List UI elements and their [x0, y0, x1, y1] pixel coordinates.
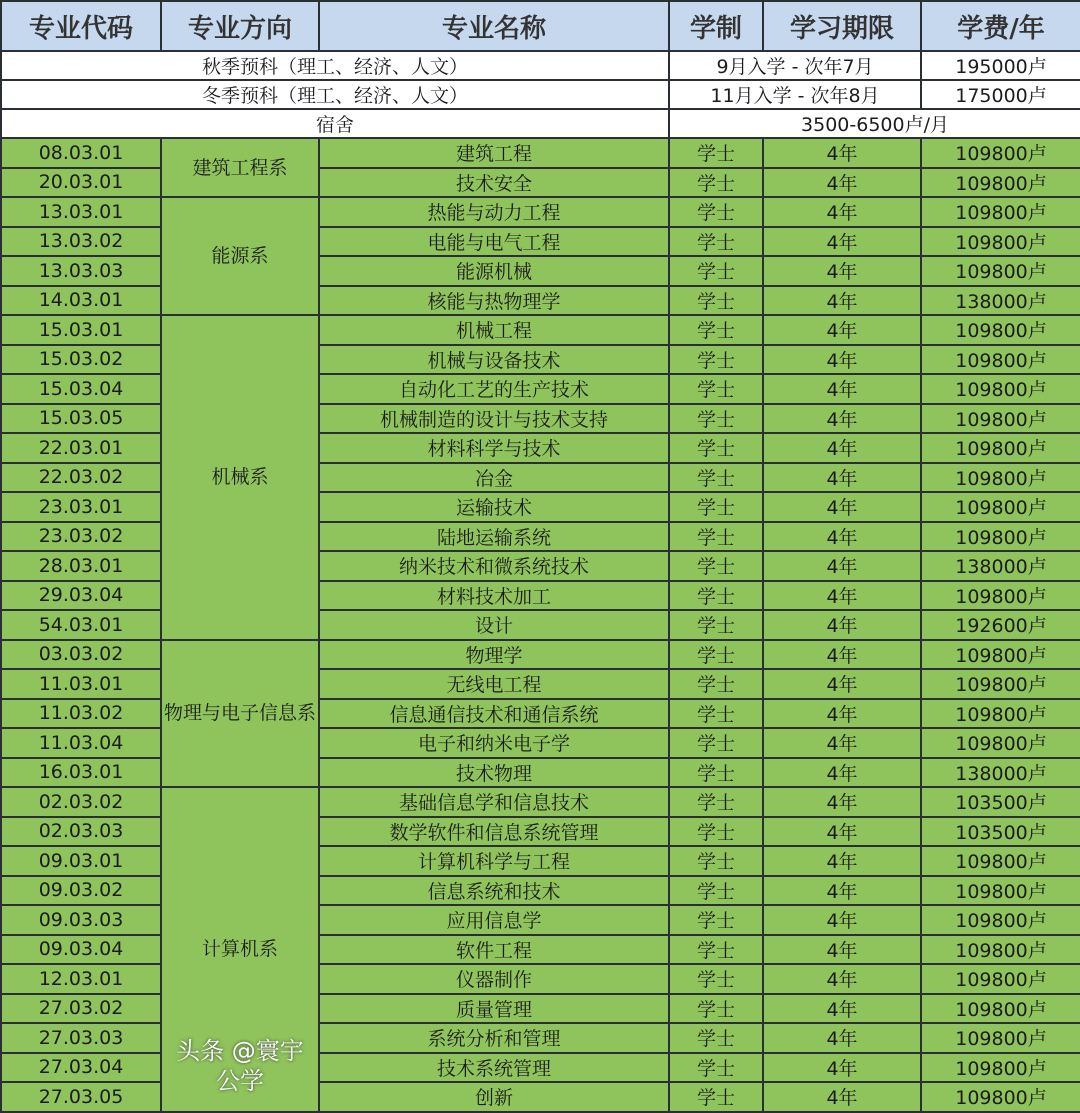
major-name: 设计 [319, 610, 669, 640]
prep-period: 9月入学 - 次年7月 [669, 51, 921, 80]
fee: 192600卢 [921, 610, 1080, 640]
degree: 学士 [669, 876, 763, 906]
department: 建筑工程系 [161, 138, 319, 197]
fee: 109800卢 [921, 345, 1080, 375]
period: 4年 [763, 699, 921, 729]
prep-name: 冬季预科（理工、经济、人文） [1, 80, 669, 109]
major-name: 物理学 [319, 640, 669, 670]
major-code: 27.03.04 [1, 1053, 161, 1083]
major-name: 核能与热物理学 [319, 286, 669, 316]
period: 4年 [763, 787, 921, 817]
major-name: 无线电工程 [319, 669, 669, 699]
major-name: 建筑工程 [319, 138, 669, 168]
degree: 学士 [669, 315, 763, 345]
period: 4年 [763, 492, 921, 522]
major-code: 29.03.04 [1, 581, 161, 611]
department: 物理与电子信息系 [161, 640, 319, 788]
period: 4年 [763, 256, 921, 286]
degree: 学士 [669, 345, 763, 375]
table-row [1, 138, 1080, 168]
major-name: 冶金 [319, 463, 669, 493]
major-code: 27.03.02 [1, 994, 161, 1024]
major-name: 基础信息学和信息技术 [319, 787, 669, 817]
degree: 学士 [669, 551, 763, 581]
fee: 109800卢 [921, 168, 1080, 198]
fee: 109800卢 [921, 1082, 1080, 1112]
fee: 109800卢 [921, 935, 1080, 965]
degree: 学士 [669, 374, 763, 404]
degree: 学士 [669, 640, 763, 670]
period: 4年 [763, 197, 921, 227]
fee: 109800卢 [921, 315, 1080, 345]
table-row [1, 197, 1080, 227]
fee: 138000卢 [921, 286, 1080, 316]
major-name: 数学软件和信息系统管理 [319, 817, 669, 847]
fee: 103500卢 [921, 817, 1080, 847]
major-name: 创新 [319, 1082, 669, 1112]
fee: 109800卢 [921, 876, 1080, 906]
fee: 109800卢 [921, 1023, 1080, 1053]
period: 4年 [763, 315, 921, 345]
major-code: 09.03.01 [1, 846, 161, 876]
major-name: 信息通信技术和通信系统 [319, 699, 669, 729]
major-name: 系统分析和管理 [319, 1023, 669, 1053]
header-row [1, 1, 1080, 51]
fee: 109800卢 [921, 433, 1080, 463]
degree: 学士 [669, 522, 763, 552]
prep-row [1, 51, 1080, 80]
major-name: 纳米技术和微系统技术 [319, 551, 669, 581]
major-code: 08.03.01 [1, 138, 161, 168]
fee: 109800卢 [921, 581, 1080, 611]
prep-name: 秋季预科（理工、经济、人文） [1, 51, 669, 80]
degree: 学士 [669, 610, 763, 640]
major-code: 28.03.01 [1, 551, 161, 581]
fee: 109800卢 [921, 728, 1080, 758]
dorm-label: 宿舍 [1, 109, 669, 138]
period: 4年 [763, 581, 921, 611]
major-code: 27.03.05 [1, 1082, 161, 1112]
fee: 109800卢 [921, 699, 1080, 729]
major-code: 09.03.04 [1, 935, 161, 965]
watermark: 头条 @寰宇公学 [176, 1037, 304, 1095]
degree: 学士 [669, 404, 763, 434]
period: 4年 [763, 905, 921, 935]
major-name: 技术物理 [319, 758, 669, 788]
major-code: 13.03.01 [1, 197, 161, 227]
table-row [1, 640, 1080, 670]
prep-period: 11月入学 - 次年8月 [669, 80, 921, 109]
period: 4年 [763, 551, 921, 581]
prep-row [1, 80, 1080, 109]
fee: 138000卢 [921, 551, 1080, 581]
major-code: 15.03.04 [1, 374, 161, 404]
dorm-fee: 3500-6500卢/月 [669, 109, 1080, 138]
header-code: 专业代码 [1, 1, 161, 51]
major-name: 信息系统和技术 [319, 876, 669, 906]
degree: 学士 [669, 1023, 763, 1053]
prep-fee: 175000卢 [921, 80, 1080, 109]
major-name: 应用信息学 [319, 905, 669, 935]
degree: 学士 [669, 728, 763, 758]
degree: 学士 [669, 197, 763, 227]
header-fee: 学费/年 [921, 1, 1080, 51]
header-dept: 专业方向 [161, 1, 319, 51]
fee: 109800卢 [921, 374, 1080, 404]
major-code: 02.03.03 [1, 817, 161, 847]
major-code: 14.03.01 [1, 286, 161, 316]
major-code: 11.03.02 [1, 699, 161, 729]
fee: 138000卢 [921, 758, 1080, 788]
period: 4年 [763, 138, 921, 168]
period: 4年 [763, 463, 921, 493]
degree: 学士 [669, 905, 763, 935]
period: 4年 [763, 964, 921, 994]
major-code: 54.03.01 [1, 610, 161, 640]
major-name: 计算机科学与工程 [319, 846, 669, 876]
period: 4年 [763, 876, 921, 906]
degree: 学士 [669, 787, 763, 817]
header-major: 专业名称 [319, 1, 669, 51]
period: 4年 [763, 935, 921, 965]
period: 4年 [763, 758, 921, 788]
major-code: 09.03.03 [1, 905, 161, 935]
major-code: 22.03.01 [1, 433, 161, 463]
header-period: 学习期限 [763, 1, 921, 51]
major-name: 软件工程 [319, 935, 669, 965]
degree: 学士 [669, 699, 763, 729]
table-row [1, 787, 1080, 817]
degree: 学士 [669, 581, 763, 611]
degree: 学士 [669, 463, 763, 493]
period: 4年 [763, 168, 921, 198]
fee: 109800卢 [921, 994, 1080, 1024]
period: 4年 [763, 846, 921, 876]
period: 4年 [763, 1082, 921, 1112]
period: 4年 [763, 227, 921, 257]
fee: 109800卢 [921, 522, 1080, 552]
major-code: 09.03.02 [1, 876, 161, 906]
period: 4年 [763, 669, 921, 699]
degree: 学士 [669, 286, 763, 316]
major-name: 质量管理 [319, 994, 669, 1024]
period: 4年 [763, 728, 921, 758]
major-name: 电能与电气工程 [319, 227, 669, 257]
fee: 109800卢 [921, 492, 1080, 522]
fee: 109800卢 [921, 964, 1080, 994]
period: 4年 [763, 374, 921, 404]
degree: 学士 [669, 256, 763, 286]
degree: 学士 [669, 227, 763, 257]
major-name: 材料科学与技术 [319, 433, 669, 463]
fee: 109800卢 [921, 138, 1080, 168]
degree: 学士 [669, 758, 763, 788]
department: 机械系 [161, 315, 319, 640]
period: 4年 [763, 640, 921, 670]
major-name: 机械工程 [319, 315, 669, 345]
major-code: 12.03.01 [1, 964, 161, 994]
period: 4年 [763, 286, 921, 316]
major-code: 23.03.01 [1, 492, 161, 522]
major-code: 23.03.02 [1, 522, 161, 552]
department: 能源系 [161, 197, 319, 315]
period: 4年 [763, 433, 921, 463]
fee: 103500卢 [921, 787, 1080, 817]
major-code: 11.03.04 [1, 728, 161, 758]
major-code: 02.03.02 [1, 787, 161, 817]
period: 4年 [763, 404, 921, 434]
major-code: 13.03.02 [1, 227, 161, 257]
period: 4年 [763, 817, 921, 847]
dorm-row [1, 109, 1080, 138]
major-name: 运输技术 [319, 492, 669, 522]
fee: 109800卢 [921, 669, 1080, 699]
fee: 109800卢 [921, 404, 1080, 434]
major-code: 13.03.03 [1, 256, 161, 286]
major-name: 陆地运输系统 [319, 522, 669, 552]
major-code: 11.03.01 [1, 669, 161, 699]
degree: 学士 [669, 935, 763, 965]
degree: 学士 [669, 433, 763, 463]
degree: 学士 [669, 964, 763, 994]
major-name: 机械与设备技术 [319, 345, 669, 375]
prep-fee: 195000卢 [921, 51, 1080, 80]
major-name: 自动化工艺的生产技术 [319, 374, 669, 404]
fee: 109800卢 [921, 197, 1080, 227]
major-code: 27.03.03 [1, 1023, 161, 1053]
degree: 学士 [669, 846, 763, 876]
major-code: 15.03.02 [1, 345, 161, 375]
period: 4年 [763, 522, 921, 552]
period: 4年 [763, 345, 921, 375]
degree: 学士 [669, 994, 763, 1024]
degree: 学士 [669, 168, 763, 198]
major-code: 03.03.02 [1, 640, 161, 670]
fee: 109800卢 [921, 905, 1080, 935]
fee: 109800卢 [921, 463, 1080, 493]
degree: 学士 [669, 1082, 763, 1112]
major-code: 15.03.01 [1, 315, 161, 345]
fee: 109800卢 [921, 640, 1080, 670]
major-name: 技术安全 [319, 168, 669, 198]
major-name: 材料技术加工 [319, 581, 669, 611]
degree: 学士 [669, 817, 763, 847]
major-name: 热能与动力工程 [319, 197, 669, 227]
major-name: 仪器制作 [319, 964, 669, 994]
degree: 学士 [669, 1053, 763, 1083]
major-code: 20.03.01 [1, 168, 161, 198]
period: 4年 [763, 1053, 921, 1083]
major-code: 15.03.05 [1, 404, 161, 434]
major-name: 技术系统管理 [319, 1053, 669, 1083]
period: 4年 [763, 1023, 921, 1053]
fee: 109800卢 [921, 1053, 1080, 1083]
major-name: 电子和纳米电子学 [319, 728, 669, 758]
major-name: 机械制造的设计与技术支持 [319, 404, 669, 434]
major-name: 能源机械 [319, 256, 669, 286]
table-row [1, 315, 1080, 345]
fee: 109800卢 [921, 256, 1080, 286]
degree: 学士 [669, 669, 763, 699]
degree: 学士 [669, 492, 763, 522]
department: 计算机系 [161, 787, 319, 1112]
major-code: 22.03.02 [1, 463, 161, 493]
period: 4年 [763, 610, 921, 640]
fee: 109800卢 [921, 227, 1080, 257]
fee: 109800卢 [921, 846, 1080, 876]
major-code: 16.03.01 [1, 758, 161, 788]
header-degree: 学制 [669, 1, 763, 51]
period: 4年 [763, 994, 921, 1024]
degree: 学士 [669, 138, 763, 168]
